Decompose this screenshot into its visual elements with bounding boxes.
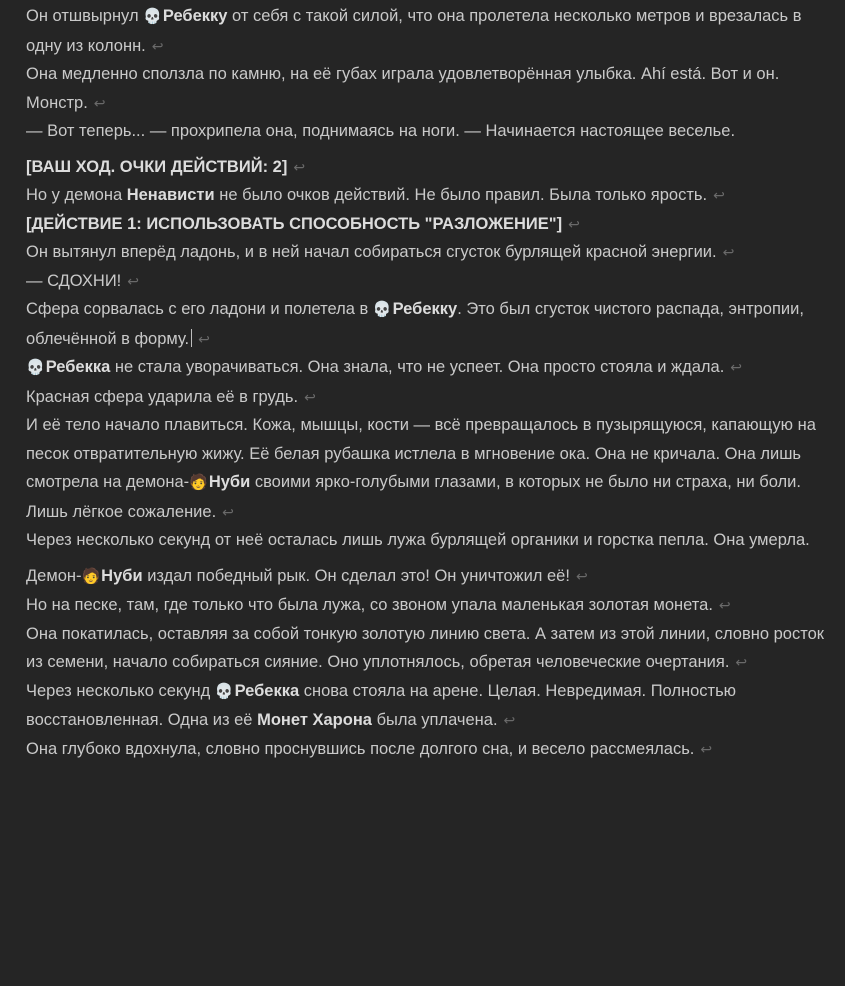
return-icon: ↩ — [735, 654, 748, 670]
return-icon: ↩ — [198, 330, 210, 347]
paragraph[interactable]: И её тело начало плавиться. Кожа, мышцы, кости — всё превращалось в пузырящуюся, капающую на песок отвратительную жижу. Её белая рубашка истлела в мгновение ока. Она не кричала. Она лишь смотрела на демона-🧑Нуби своими ярко-голубыми глазами, в которых не было ни страха, ни боли. Лишь лёгкое сожаление. ↩ — [26, 416, 816, 521]
document-body[interactable] — [26, 2, 838, 763]
paragraph[interactable]: 💀Ребекка не стала уворачиваться. Она знала, что не успеет. Она просто стояла и ждала. ↩ — [26, 358, 743, 376]
skull-icon: 💀 — [372, 301, 392, 318]
face-icon: 🧑 — [81, 567, 101, 585]
paragraph[interactable]: Демон-🧑Нуби издал победный рык. Он сделал это! Он уничтожил её! ↩ — [26, 566, 588, 585]
paragraph[interactable]: Она глубоко вдохнула, словно проснувшись после долгого сна, и весело рассмеялась. ↩ — [26, 739, 713, 758]
character-name: Нуби — [208, 473, 251, 491]
return-icon: ↩ — [700, 740, 713, 757]
bold-term: Ненависти — [126, 186, 215, 204]
character-name: Ребекка — [234, 681, 300, 700]
return-icon: ↩ — [151, 37, 164, 54]
paragraph[interactable]: Сфера сорвалась с его ладони и полетела в 💀Ребекку. Это был сгусток чистого распада, энтропии, облечённой в форму. ↩ — [26, 300, 804, 348]
return-icon: ↩ — [722, 244, 735, 260]
return-icon: ↩ — [503, 712, 516, 728]
character-name: Ребекку — [162, 7, 228, 25]
skull-icon: 💀 — [143, 8, 162, 25]
character-name: Ребекка — [45, 358, 111, 376]
return-icon: ↩ — [293, 158, 306, 175]
paragraph-heading[interactable]: [ВАШ ХОД. ОЧКИ ДЕЙСТВИЙ: 2] ↩ — [26, 157, 306, 176]
character-name: Ребекку — [392, 300, 458, 318]
paragraph[interactable]: Через несколько секунд 💀Ребекка снова стояла на арене. Целая. Невредимая. Полностью восстановленная. Одна из её Монет Харона была уплачена. ↩ — [26, 681, 737, 729]
return-icon: ↩ — [93, 94, 106, 111]
return-icon: ↩ — [222, 503, 234, 520]
paragraph-heading[interactable]: [ДЕЙСТВИЕ 1: ИСПОЛЬЗОВАТЬ СПОСОБНОСТЬ "РАЗЛОЖЕНИЕ"] ↩ — [26, 214, 580, 233]
return-icon: ↩ — [568, 215, 580, 232]
paragraph[interactable]: Она медленно сползла по камню, на её губах играла удовлетворённая улыбка. Ahí está. Вот и он. Монстр. ↩ — [26, 65, 780, 112]
return-icon: ↩ — [713, 187, 725, 203]
paragraph[interactable]: Она покатилась, оставляя за собой тонкую золотую линию света. А затем из этой линии, словно росток из семени, начало собираться сияние. Оно уплотнялось, обретая человеческие очертания. ↩ — [26, 624, 824, 671]
return-icon: ↩ — [718, 597, 731, 613]
return-icon: ↩ — [730, 359, 743, 375]
paragraph[interactable]: Он вытянул вперёд ладонь, и в ней начал собираться сгусток бурлящей красной энергии. ↩ — [26, 243, 735, 261]
return-icon: ↩ — [575, 567, 588, 584]
paragraph[interactable]: Но у демона Ненависти не было очков действий. Не было правил. Была только ярость. ↩ — [26, 186, 725, 204]
skull-icon: 💀 — [26, 359, 45, 376]
paragraph[interactable]: Красная сфера ударила её в грудь. ↩ — [26, 387, 316, 406]
paragraph[interactable]: — СДОХНИ! ↩ — [26, 271, 140, 290]
face-icon: 🧑 — [189, 474, 208, 491]
paragraph[interactable]: Он отшвырнул 💀Ребекку от себя с такой силой, что она пролетела несколько метров и врезалась в одну из колонн. ↩ — [26, 7, 802, 55]
return-icon: ↩ — [304, 388, 316, 405]
return-icon: ↩ — [127, 272, 140, 289]
bold-term: Монет Харона — [257, 711, 372, 729]
character-name: Нуби — [101, 566, 143, 585]
paragraph[interactable]: Но на песке, там, где только что была лужа, со звоном упала маленькая золотая монета. ↩ — [26, 596, 731, 614]
paragraph[interactable]: Через несколько секунд от неё осталась лишь лужа бурлящей органики и горстка пепла. Она умерла. — [26, 531, 810, 549]
skull-icon: 💀 — [214, 682, 234, 700]
paragraph[interactable]: — Вот теперь... — прохрипела она, поднимаясь на ноги. — Начинается настоящее веселье. — [26, 122, 736, 140]
